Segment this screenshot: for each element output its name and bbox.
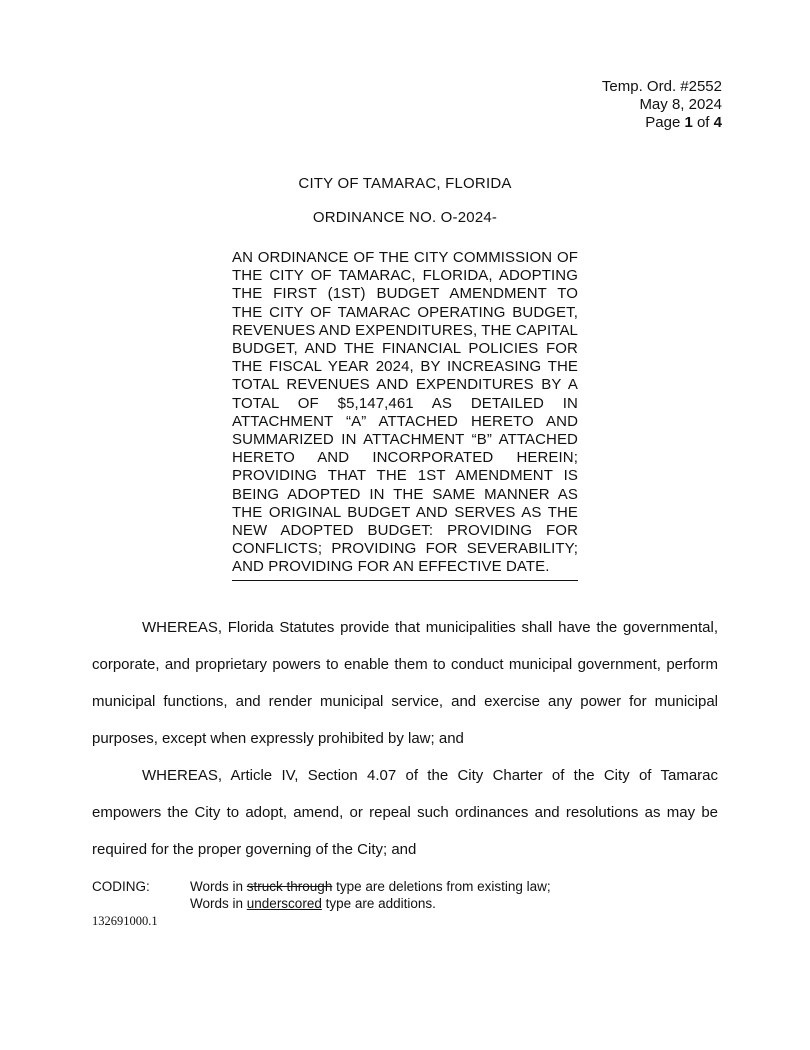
document-header bbox=[0, 78, 722, 132]
whereas-paragraph-2: WHEREAS, Article IV, Section 4.07 of the City Charter of the City of Tamarac empowers the City to adopt, amend, or repeal such ordinances and resolutions as may be required for the proper governing of the City; and bbox=[92, 766, 718, 858]
coding-line2-suffix: type are additions. bbox=[321, 895, 436, 911]
page-label: Page bbox=[645, 114, 685, 131]
page-total: 4 bbox=[713, 114, 722, 131]
coding-line2-prefix: Words in bbox=[190, 895, 247, 911]
struck-through-sample: struck through bbox=[246, 878, 333, 894]
page-of-label: of bbox=[692, 114, 714, 131]
coding-label: CODING: bbox=[92, 878, 150, 894]
coding-line-deletions bbox=[190, 878, 718, 895]
document-date: May 8, 2024 bbox=[639, 96, 722, 113]
document-reference-number: 132691000.1 bbox=[92, 913, 158, 928]
ordinance-number-title: ORDINANCE NO. O-2024- bbox=[312, 209, 498, 226]
page-number: 1 bbox=[684, 114, 693, 131]
whereas-paragraph-1: WHEREAS, Florida Statutes provide that municipalities shall have the governmental, corporate, and proprietary powers to enable them to conduct municipal government, perform municipal functions, and render municipal service, and exercise any power for municipal purposes, except when expressly prohibited by law; and bbox=[92, 618, 718, 747]
coding-lines bbox=[190, 878, 718, 912]
underscored-sample: underscored bbox=[246, 895, 322, 911]
coding-line1-prefix: Words in bbox=[190, 878, 247, 894]
temp-ord-number: Temp. Ord. #2552 bbox=[601, 78, 722, 95]
document-body bbox=[92, 609, 718, 868]
page-indicator bbox=[0, 114, 722, 132]
coding-line-additions bbox=[190, 895, 718, 912]
coding-legend bbox=[92, 878, 718, 912]
coding-line1-suffix: type are deletions from existing law; bbox=[332, 878, 551, 894]
ordinance-caption: AN ORDINANCE OF THE CITY COMMISSION OF THE CITY OF TAMARAC, FLORIDA, ADOPTING THE FIRST (1ST) BUDGET AMENDMENT TO THE CITY OF TAMARAC OPERATING BUDGET, REVENUES AND EXPENDITURES, THE CAPITAL BUDGET, AND THE FINANCIAL POLICIES FOR THE FISCAL YEAR 2024, BY INCREASING THE TOTAL REVENUES AND EXPENDITURES BY A TOTAL OF $5,147,461 AS DETAILED IN ATTACHMENT “A” ATTACHED HERETO AND SUMMARIZED IN ATTACHMENT “B” ATTACHED HERETO AND INCORPORATED HEREIN; PROVIDING THAT THE 1ST AMENDMENT IS BEING ADOPTED IN THE SAME MANNER AS THE ORIGINAL BUDGET AND SERVES AS THE NEW ADOPTED BUDGET: PROVIDING FOR CONFLICTS; PROVIDING FOR SEVERABILITY; AND PROVIDING FOR AN EFFECTIVE DATE. bbox=[232, 249, 578, 581]
city-title: CITY OF TAMARAC, FLORIDA bbox=[298, 175, 512, 192]
